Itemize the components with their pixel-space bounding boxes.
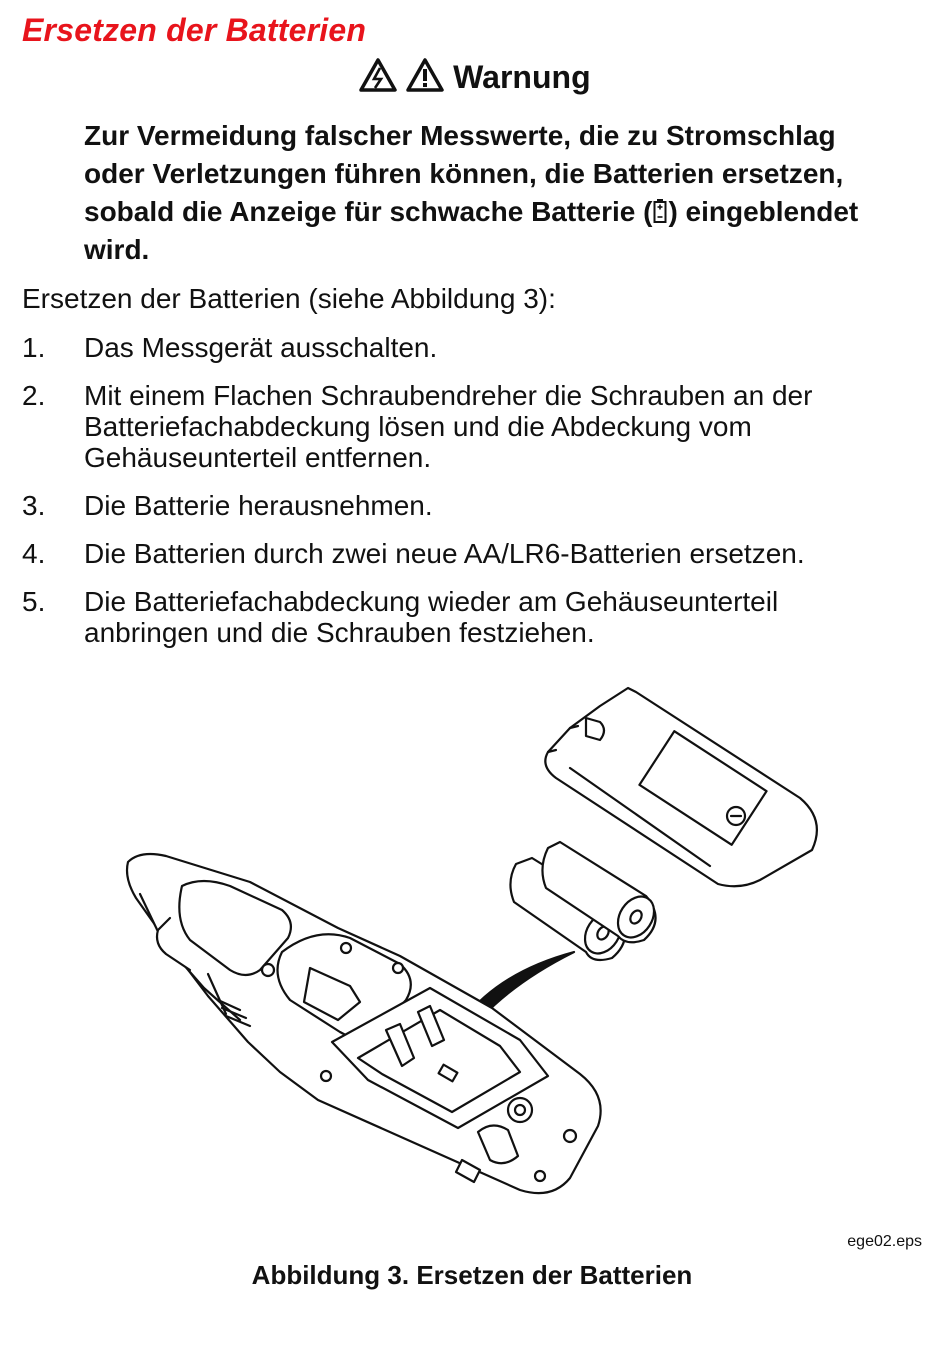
step-number: 4. [22, 538, 46, 569]
figure-caption: Abbildung 3. Ersetzen der Batterien [251, 1260, 693, 1290]
figure-file-label: ege02.eps [847, 1233, 922, 1250]
step-text: Die Batteriefachabdeckung wieder am Gehäuseunterteil anbringen und die Schrauben festziehen. [84, 586, 779, 648]
step-text: Die Batterien durch zwei neue AA/LR6-Batterien ersetzen. [84, 538, 805, 569]
step-number: 2. [22, 380, 46, 411]
step-item [22, 380, 922, 490]
step-number: 5. [22, 586, 46, 617]
aa-batteries [510, 842, 661, 960]
step-item [22, 538, 922, 586]
step-number: 1. [22, 332, 46, 363]
battery-cover [545, 688, 817, 886]
low-battery-icon [653, 198, 667, 224]
warning-heading-text: Warnung [453, 59, 591, 95]
battery-replacement-illustration [100, 670, 840, 1230]
instructions-intro: Ersetzen der Batterien (siehe Abbildung 3): [22, 283, 556, 314]
warning-text [84, 117, 884, 269]
section-title: Ersetzen der Batterien [22, 12, 367, 48]
steps-list [22, 332, 922, 656]
warning-heading [0, 58, 950, 96]
caution-warning-icon [406, 58, 444, 92]
electric-shock-warning-icon [359, 58, 397, 92]
step-text: Mit einem Flachen Schraubendreher die Schrauben an der Batteriefachabdeckung lösen und die Abdeckung vom Gehäuseunterteil entfernen. [84, 380, 813, 473]
warning-text-part2: ) eingeblendet wird. [84, 196, 859, 265]
warning-text-part1: Zur Vermeidung falscher Messwerte, die zu Stromschlag oder Verletzungen führen können, die Batterien ersetzen, sobald die Anzeige für schwache Batterie ( [84, 120, 844, 227]
step-item [22, 332, 922, 380]
step-text: Die Batterie herausnehmen. [84, 490, 433, 521]
step-item [22, 586, 922, 656]
step-text: Das Messgerät ausschalten. [84, 332, 438, 363]
step-item [22, 490, 922, 538]
step-number: 3. [22, 490, 46, 521]
